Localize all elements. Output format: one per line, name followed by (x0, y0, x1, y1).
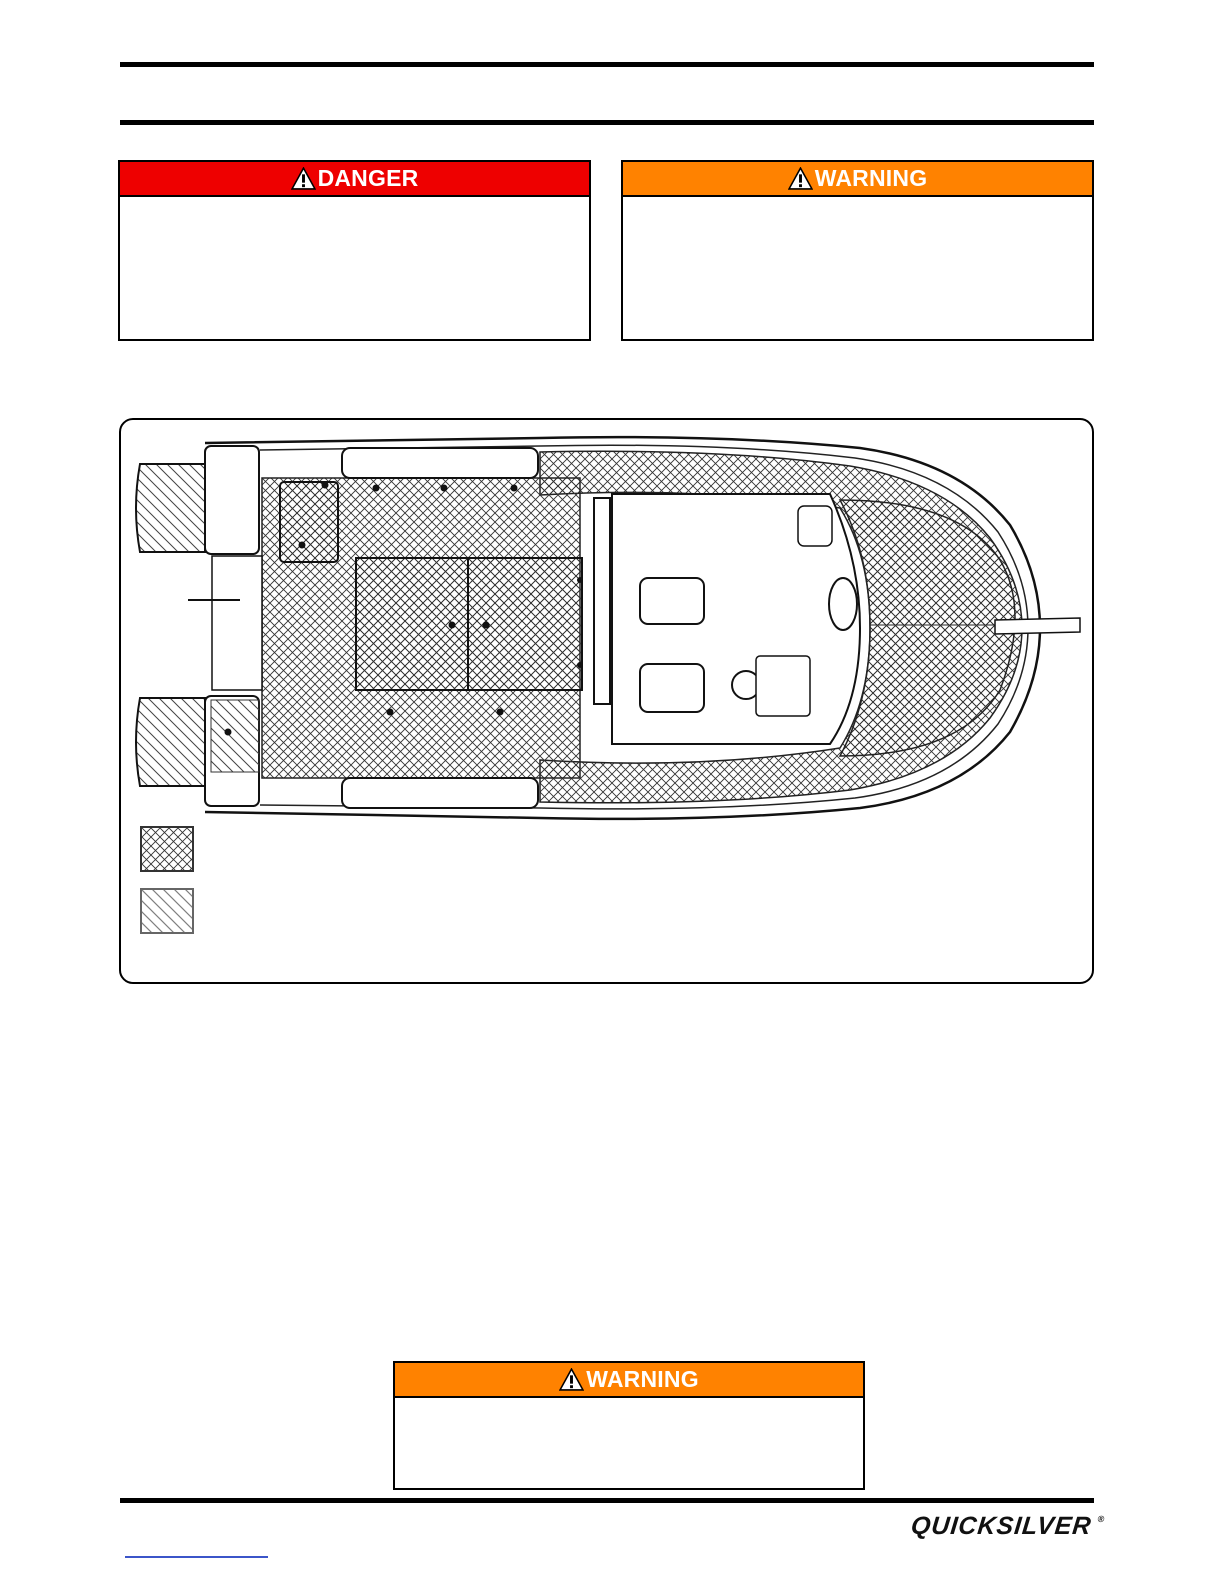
bow-fitting (995, 618, 1080, 634)
side-cushion-top (342, 448, 538, 478)
platform-top (136, 464, 205, 552)
warning-notice-bottom (393, 1361, 865, 1490)
console-window (798, 506, 832, 546)
windscreen-frame (594, 498, 610, 704)
platform-bottom (136, 698, 205, 786)
transom-pad-bottom (211, 700, 259, 772)
danger-label: DANGER (317, 165, 419, 191)
warning-label-top: WARNING (814, 165, 928, 191)
quicksilver-logo (909, 1512, 1106, 1541)
warning-triangle-icon (559, 1368, 584, 1391)
diagonal-hatch-icon (140, 888, 194, 934)
crosshatch-icon (140, 826, 194, 872)
transom-step-top (205, 446, 259, 554)
rear-hatch-top (280, 482, 338, 562)
engine-well (212, 556, 262, 690)
seat-top (640, 578, 704, 624)
registered-mark: ® (1096, 1514, 1106, 1524)
footer-link-underline[interactable] (125, 1556, 268, 1558)
footer-rule (120, 1498, 1094, 1503)
seat-bottom (640, 664, 704, 712)
warning-label-bottom: WARNING (586, 1366, 699, 1392)
warning-header-bottom (395, 1363, 863, 1398)
brand-name: QUICKSILVER (909, 1512, 1093, 1540)
side-cushion-bottom (342, 778, 538, 808)
hatch-oval (829, 578, 857, 630)
helm-panel (756, 656, 810, 716)
